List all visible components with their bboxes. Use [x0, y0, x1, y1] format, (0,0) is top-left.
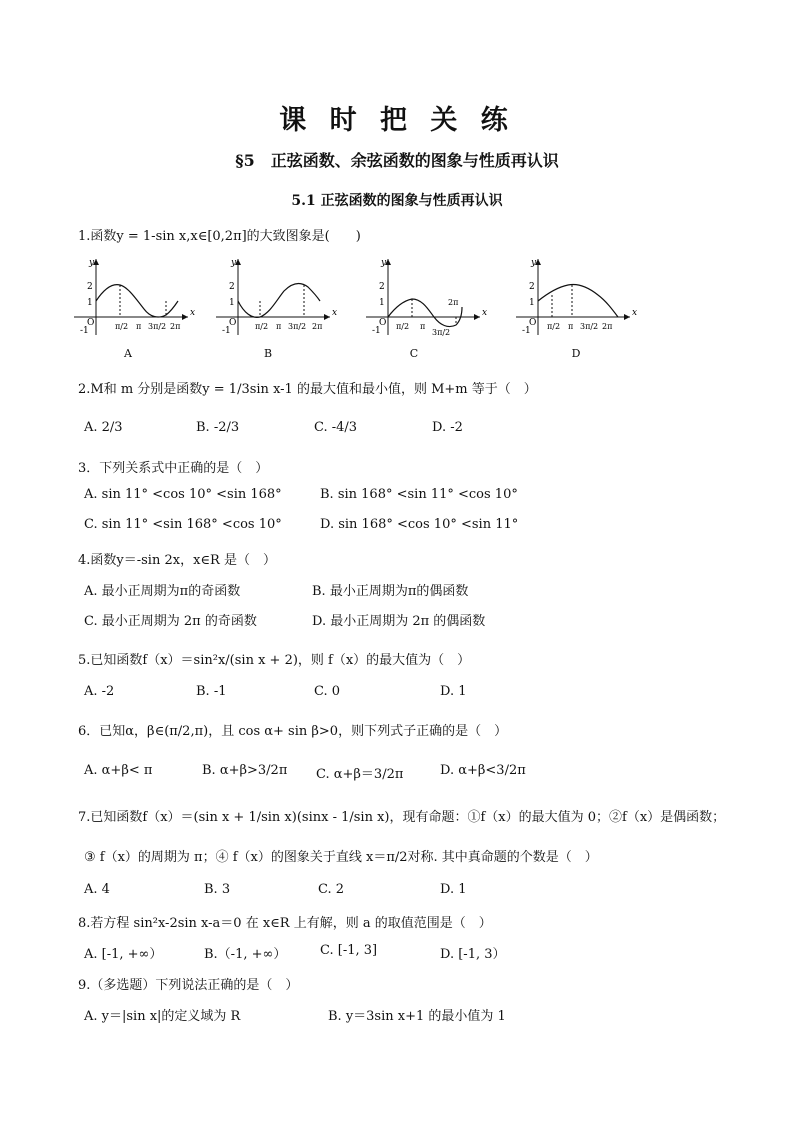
graph-d-tick-2: 2	[529, 282, 535, 292]
question-3-option-b[interactable]: B. sin 168° <sin 11° <cos 10°	[320, 487, 518, 502]
question-7-option-c[interactable]: C. 2	[318, 882, 345, 897]
graph-c-tick-neg1: -1	[372, 326, 381, 336]
graph-c	[362, 255, 492, 340]
question-2-option-d[interactable]: D. -2	[432, 420, 463, 435]
graph-d	[512, 255, 642, 340]
graph-d-tick-3pi2: 3π/2	[580, 322, 599, 331]
question-8-stem: 8.若方程 sin²x-2sin x-a＝0 在 x∈R 上有解，则 a 的取值范围是（ ）	[78, 916, 492, 931]
question-6-option-b[interactable]: B. α+β>3/2π	[202, 763, 288, 778]
graph-a-tick-2pi: 2π	[170, 322, 181, 331]
graph-c-tick-2: 2	[379, 282, 385, 292]
graph-b-tick-pi2: π/2	[255, 322, 269, 331]
graph-b-y-label: y	[231, 258, 237, 268]
graph-a-tick-pi2: π/2	[115, 322, 129, 331]
graph-a-tick-3pi2: 3π/2	[148, 322, 167, 331]
graph-a-tick-2: 2	[87, 282, 93, 292]
question-6-option-c[interactable]: C. α+β＝3/2π	[316, 767, 404, 782]
question-2-stem: 2.M和 m 分别是函数y = 1/3sin x-1 的最大值和最小值，则 M+m 等于（ ）	[78, 382, 537, 397]
section-title: §5 正弦函数、余弦函数的图象与性质再认识	[235, 151, 559, 170]
graph-d-x-label: x	[632, 308, 638, 318]
graph-c-tick-1: 1	[379, 298, 385, 308]
question-5-option-d[interactable]: D. 1	[440, 684, 467, 699]
question-2-option-c[interactable]: C. -4/3	[314, 420, 358, 435]
question-6-stem: 6．已知α，β∈(π/2,π)，且 cos α+ sin β>0，则下列式子正确的是（ ）	[78, 724, 508, 739]
question-4-option-c[interactable]: C. 最小正周期为 2π 的奇函数	[84, 614, 257, 629]
question-7-option-b[interactable]: B. 3	[204, 882, 231, 897]
question-7-option-a[interactable]: A. 4	[84, 882, 110, 897]
graph-d-origin: O	[529, 318, 537, 328]
graph-a	[70, 255, 200, 340]
graph-a-tick-neg1: -1	[80, 326, 89, 336]
graph-b-tick-1: 1	[229, 298, 235, 308]
question-6-option-d[interactable]: D. α+β<3/2π	[440, 763, 526, 778]
graph-c-tick-2pi: 2π	[448, 298, 459, 307]
graph-b-tick-2: 2	[229, 282, 235, 292]
question-7-option-d[interactable]: D. 1	[440, 882, 467, 897]
graph-c-x-label: x	[482, 308, 488, 318]
question-3-option-d[interactable]: D. sin 168° <cos 10° <sin 11°	[320, 517, 519, 532]
graph-c-tick-pi: π	[420, 322, 426, 331]
question-9-stem: 9.（多选题）下列说法正确的是（ ）	[78, 978, 299, 993]
question-9-option-b[interactable]: B. y＝3sin x+1 的最小值为 1	[328, 1009, 506, 1024]
graph-c-origin: O	[379, 318, 387, 328]
graph-c-tick-3pi2: 3π/2	[432, 328, 451, 337]
graph-a-origin: O	[87, 318, 95, 328]
graph-d-tick-1: 1	[529, 298, 535, 308]
graph-b-tick-pi: π	[276, 322, 282, 331]
graph-b-tick-2pi: 2π	[312, 322, 323, 331]
graph-c-label: C	[409, 347, 419, 360]
graph-a-tick-1: 1	[87, 298, 93, 308]
question-5-option-a[interactable]: A. -2	[84, 684, 115, 699]
graph-d-label: D	[571, 347, 581, 360]
graph-a-y-label: y	[89, 258, 95, 268]
question-9-option-a[interactable]: A. y＝|sin x|的定义域为 R	[84, 1009, 241, 1024]
question-4-option-a[interactable]: A. 最小正周期为π的奇函数	[84, 584, 241, 599]
question-4-option-d[interactable]: D. 最小正周期为 2π 的偶函数	[312, 614, 486, 629]
graph-c-y-label: y	[381, 258, 387, 268]
question-4-option-b[interactable]: B. 最小正周期为π的偶函数	[312, 584, 469, 599]
question-8-option-c[interactable]: C. [-1, 3]	[320, 943, 378, 958]
question-7-stem: 7.已知函数f（x）＝(sin x + 1/sin x)(sinx - 1/sin x)，现有命题：①f（x）的最大值为 0；②f（x）是偶函数；	[78, 810, 726, 825]
graph-c-tick-pi2: π/2	[396, 322, 410, 331]
graph-a-tick-pi: π	[136, 322, 142, 331]
graph-d-tick-pi: π	[568, 322, 574, 331]
graph-b-tick-neg1: -1	[222, 326, 231, 336]
subsection-title: 5.1 正弦函数的图象与性质再认识	[291, 193, 503, 209]
question-6-option-a[interactable]: A. α+β< π	[84, 763, 153, 778]
graph-b-label: B	[263, 347, 273, 360]
question-8-option-d[interactable]: D. [-1, 3）	[440, 947, 506, 962]
question-7-stem-continued: ③ f（x）的周期为 π；④ f（x）的图象关于直线 x＝π/2对称. 其中真命题的个数是（ ）	[84, 850, 598, 865]
page-title: 课 时 把 关 练	[279, 105, 515, 136]
question-4-stem: 4.函数y＝-sin 2x，x∈R 是（ ）	[78, 553, 276, 568]
graph-d-tick-2pi: 2π	[602, 322, 613, 331]
graph-a-x-label: x	[190, 308, 196, 318]
question-2-option-b[interactable]: B. -2/3	[196, 420, 240, 435]
graph-b-origin: O	[229, 318, 237, 328]
question-5-option-b[interactable]: B. -1	[196, 684, 227, 699]
question-5-stem: 5.已知函数f（x）＝sin²x/(sin x + 2)，则 f（x）的最大值为（ ）	[78, 653, 471, 668]
graph-a-label: A	[124, 347, 132, 360]
question-8-option-b[interactable]: B.（-1, +∞）	[204, 947, 287, 962]
question-1-stem: 1.函数y = 1-sin x,x∈[0,2π]的大致图象是( )	[78, 229, 361, 244]
question-3-option-a[interactable]: A. sin 11° <cos 10° <sin 168°	[84, 487, 282, 502]
question-8-option-a[interactable]: A. [-1, +∞）	[84, 947, 163, 962]
question-3-stem: 3．下列关系式中正确的是（ ）	[78, 461, 269, 476]
graph-d-tick-pi2: π/2	[547, 322, 561, 331]
question-3-option-c[interactable]: C. sin 11° <sin 168° <cos 10°	[84, 517, 282, 532]
question-5-option-c[interactable]: C. 0	[314, 684, 341, 699]
graph-b-tick-3pi2: 3π/2	[288, 322, 307, 331]
graph-d-y-label: y	[531, 258, 537, 268]
graph-b-x-label: x	[332, 308, 338, 318]
graph-d-tick-neg1: -1	[522, 326, 531, 336]
question-2-option-a[interactable]: A. 2/3	[84, 420, 123, 435]
graph-b	[212, 255, 342, 340]
